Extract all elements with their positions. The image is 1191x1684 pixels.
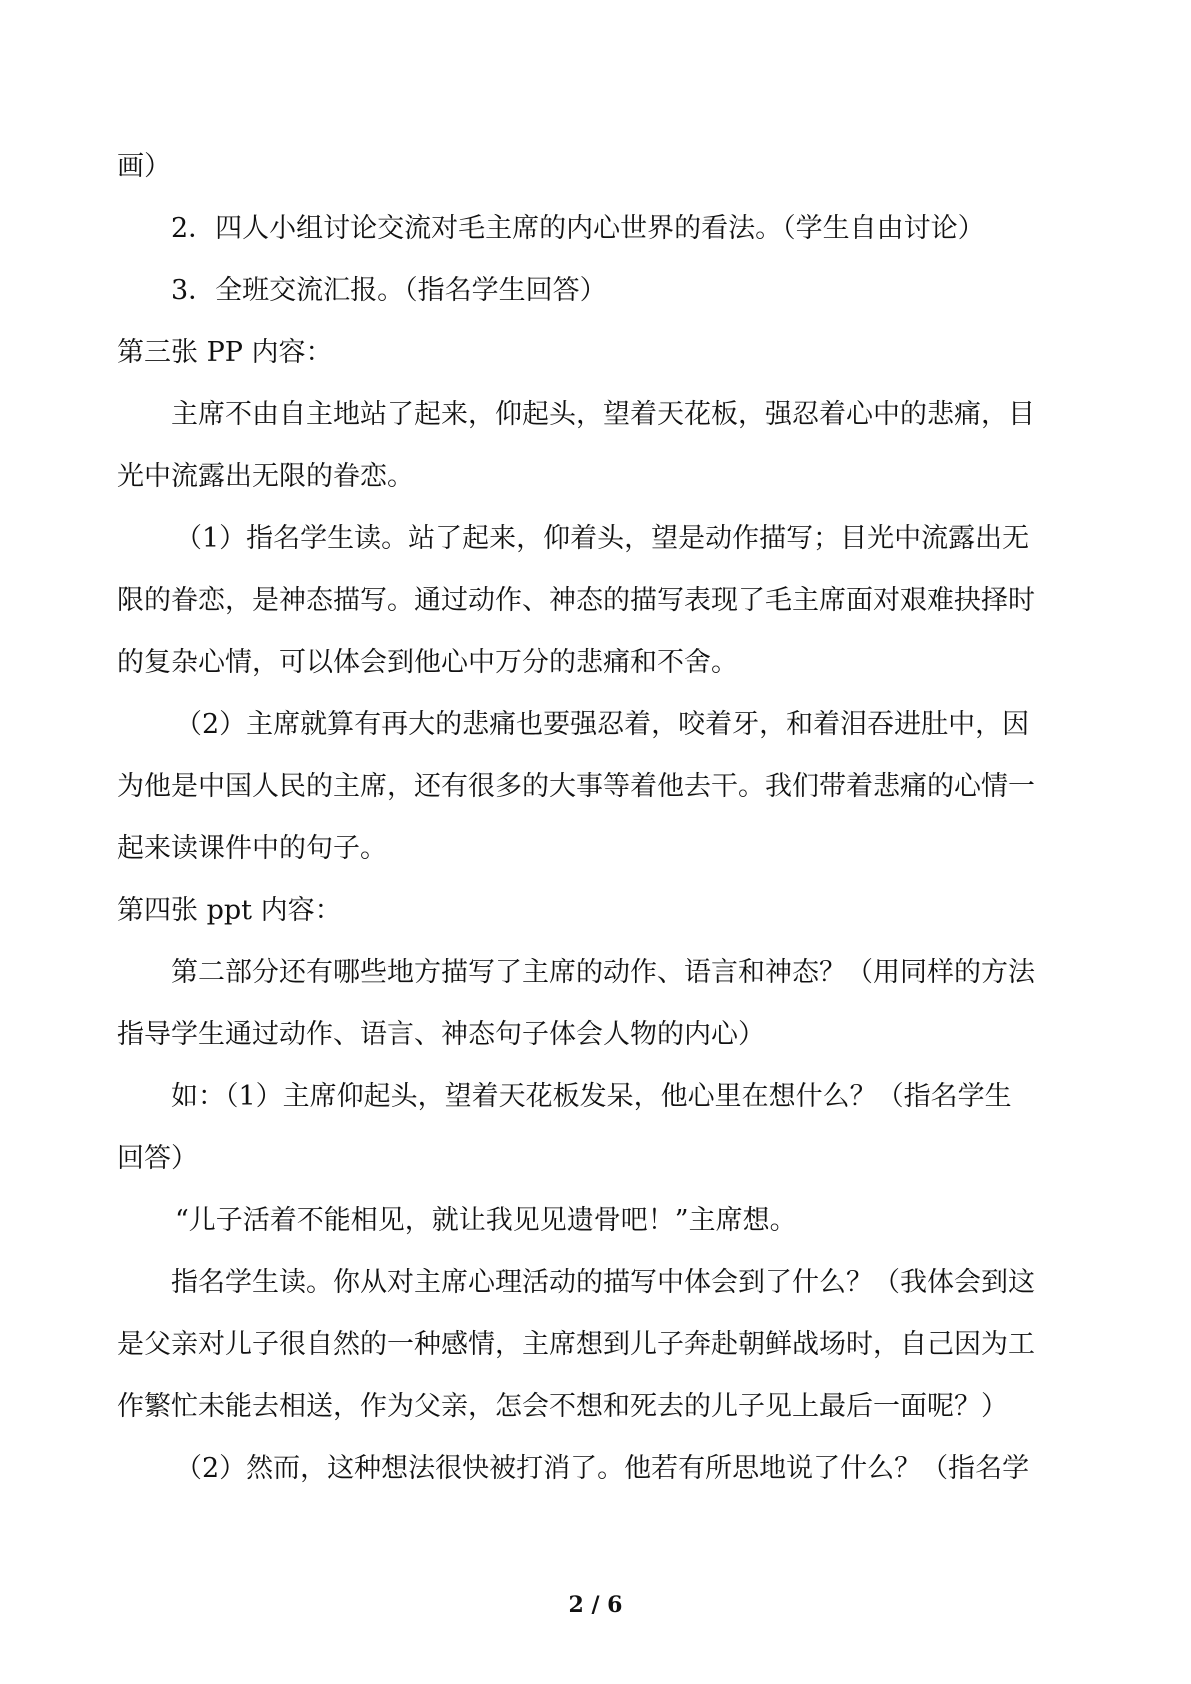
section-heading: 第四张 ppt 内容： [117,895,342,926]
text-line: “儿子活着不能相见，就让我见见遗骨吧！”主席想。 [175,1205,797,1236]
text-line: （2）主席就算有再大的悲痛也要强忍着，咬着牙，和着泪吞进肚中，因 [175,709,1030,740]
text-line: （2）然而，这种想法很快被打消了。他若有所思地说了什么？（指名学 [175,1453,1030,1484]
text-line: 起来读课件中的句子。 [117,833,387,864]
text-line: 如：（1）主席仰起头，望着天花板发呆，他心里在想什么？（指名学生 [171,1081,1012,1112]
text-line: （1）指名学生读。站了起来，仰着头，望是动作描写；目光中流露出无 [175,523,1030,554]
text-line: 光中流露出无限的眷恋。 [117,461,414,492]
document-body [117,136,1087,1500]
text-line: 指名学生读。你从对主席心理活动的描写中体会到了什么？（我体会到这 [171,1267,1035,1298]
text-line: 作繁忙未能去相送，作为父亲，怎会不想和死去的儿子见上最后一面呢？） [117,1391,1008,1422]
text-line: 是父亲对儿子很自然的一种感情，主席想到儿子奔赴朝鲜战场时，自己因为工 [117,1329,1035,1360]
text-line: 回答） [117,1143,198,1174]
text-line: 2．四人小组讨论交流对毛主席的内心世界的看法。（学生自由讨论） [171,213,985,244]
page-number: 2 / 6 [568,1592,623,1618]
text-line: 限的眷恋，是神态描写。通过动作、神态的描写表现了毛主席面对艰难抉择时 [117,585,1035,616]
text-line: 为他是中国人民的主席，还有很多的大事等着他去干。我们带着悲痛的心情一 [117,771,1035,802]
section-heading: 第三张 PP 内容： [117,337,333,368]
text-line: 第二部分还有哪些地方描写了主席的动作、语言和神态？（用同样的方法 [171,957,1035,988]
text-line: 3．全班交流汇报。（指名学生回答） [171,275,607,306]
text-line: 画） [117,151,171,182]
text-line: 主席不由自主地站了起来，仰起头，望着天花板，强忍着心中的悲痛，目 [171,399,1035,430]
text-line: 指导学生通过动作、语言、神态句子体会人物的内心） [117,1019,765,1050]
text-line: 的复杂心情，可以体会到他心中万分的悲痛和不舍。 [117,647,738,678]
